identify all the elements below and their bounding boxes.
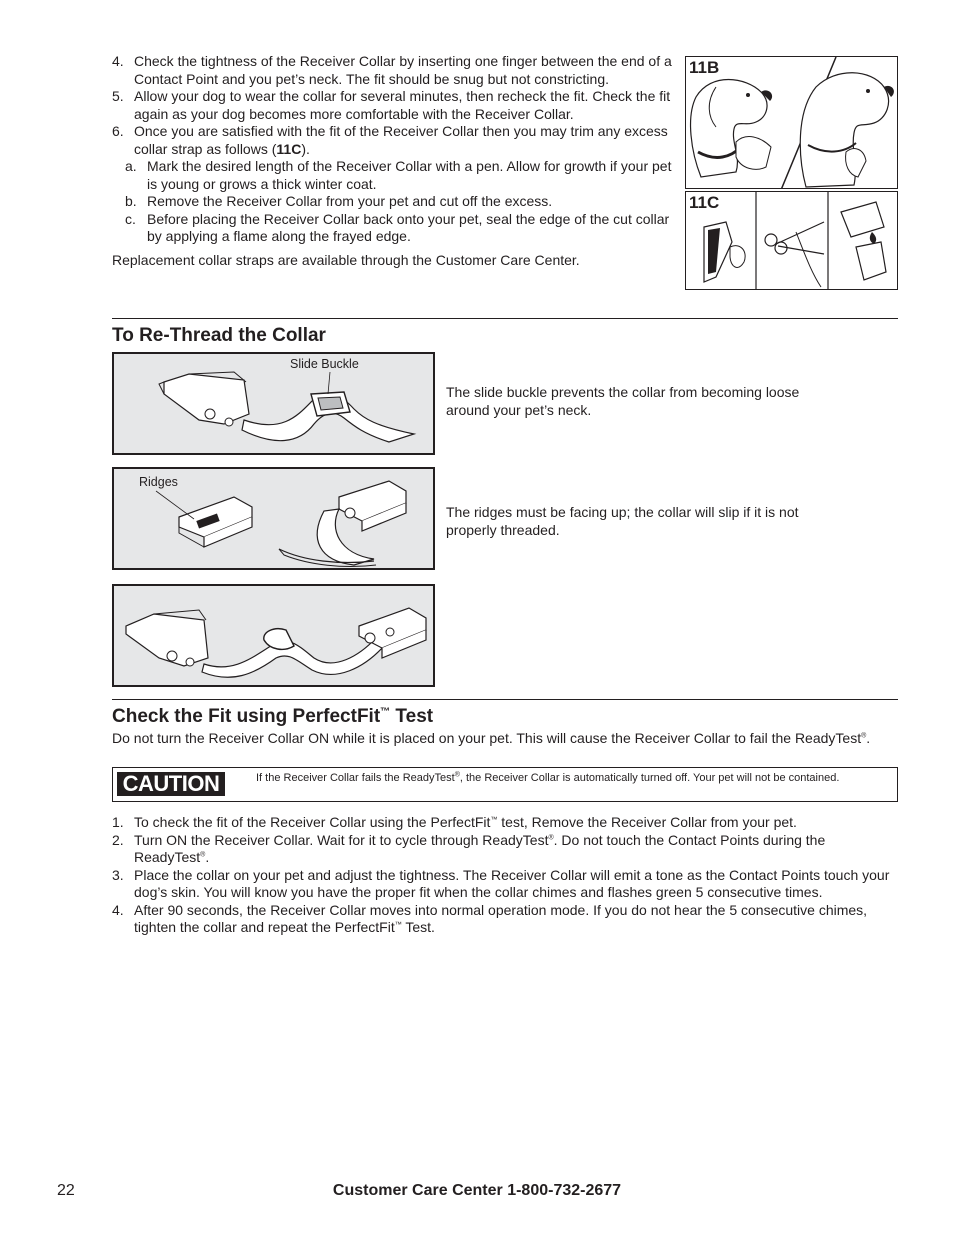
substep-b: b. Remove the Receiver Collar from your pet and cut off the excess. xyxy=(125,193,553,209)
slide-buckle-illustration xyxy=(114,354,435,455)
substep-a: a. Mark the desired length of the Receiver Collar with a pen. Allow for growth if your pet is young or grows a thick winter coat. xyxy=(125,158,672,192)
ridges-label: Ridges xyxy=(139,475,178,489)
fit-step-1: 1. To check the fit of the Receiver Collar using the PerfectFit™ test, Remove the Receiver Collar from your pet. xyxy=(112,814,797,830)
rethread-heading: To Re-Thread the Collar xyxy=(112,325,326,346)
replacement-note: Replacement collar straps are available through the Customer Care Center. xyxy=(112,251,580,268)
slide-buckle-description: The slide buckle prevents the collar from becoming loose around your pet’s neck. xyxy=(446,384,800,418)
step-6: 6. Once you are satisfied with the fit of the Receiver Collar then you may trim any excess collar strap as follows (11C). a. Mark the desired length of the Receiver Collar with a pen. Allow for growth if your pet is young or grows a thick winter coat. b. Remove the Receiver Collar from your pet and cut off the excess. c. Before placing the Receiver Collar back onto your pet, seal the edge of the cut collar by applying a flame along the frayed edge. xyxy=(112,123,672,244)
customer-care-footer: Customer Care Center 1-800-732-2677 xyxy=(332,1182,622,1199)
section-divider xyxy=(112,318,898,319)
fit-step-4: 4. After 90 seconds, the Receiver Collar moves into normal operation mode. If you do not hear the 5 consecutive chimes, tighten the collar and repeat the PerfectFit™ Test. xyxy=(112,901,868,935)
threaded-collar-panel xyxy=(112,584,435,687)
fit-test-heading: Check the Fit using PerfectFit™ Test xyxy=(112,706,434,727)
step-4: 4. Check the tightness of the Receiver Collar by inserting one finger between the end of a Contact Point and you pet’s neck. The fit should be snug but not constricting. xyxy=(112,53,672,87)
fit-step-2: 2. Turn ON the Receiver Collar. Wait for it to cycle through ReadyTest®. Do not touch the Contact Points during the ReadyTest®. xyxy=(112,831,826,865)
figure-11b-label: 11B xyxy=(689,58,720,77)
section-divider-2 xyxy=(112,699,898,700)
figure-11c-label: 11C xyxy=(689,193,720,212)
top-instructions xyxy=(112,53,672,269)
slide-buckle-panel xyxy=(112,352,435,455)
threaded-collar-illustration xyxy=(114,586,435,687)
fit-step-3: 3. Place the collar on your pet and adjust the tightness. The Receiver Collar will emit a tone as the Contact Points touch your dog’s skin. You will know you have the proper fit when the collar chimes and flashes green 5 consecutive times. xyxy=(112,866,890,900)
ridges-panel xyxy=(112,467,435,570)
figure-11c xyxy=(685,191,898,290)
caution-box xyxy=(112,767,898,802)
slide-buckle-label: Slide Buckle xyxy=(290,357,359,371)
substep-c: c. Before placing the Receiver Collar back onto your pet, seal the edge of the cut collar by applying a flame along the frayed edge. xyxy=(125,210,670,244)
ridges-description: The ridges must be facing up; the collar will slip if it is not properly threaded. xyxy=(446,504,799,538)
fit-test-intro: Do not turn the Receiver Collar ON while it is placed on your pet. This will cause the Receiver Collar to fail the ReadyTest®. xyxy=(112,730,871,746)
caution-text: If the Receiver Collar fails the ReadyTest®, the Receiver Collar is automatically turned off. Your pet will not be contained. xyxy=(256,771,840,784)
step-5: 5. Allow your dog to wear the collar for several minutes, then recheck the fit. Check the fit again as your dog becomes more comfortable with the Receiver Collar. xyxy=(112,88,671,122)
fit-test-steps xyxy=(112,814,898,937)
figure-11b xyxy=(685,56,898,189)
caution-label: CAUTION xyxy=(117,772,225,796)
page-number: 22 xyxy=(57,1182,75,1199)
